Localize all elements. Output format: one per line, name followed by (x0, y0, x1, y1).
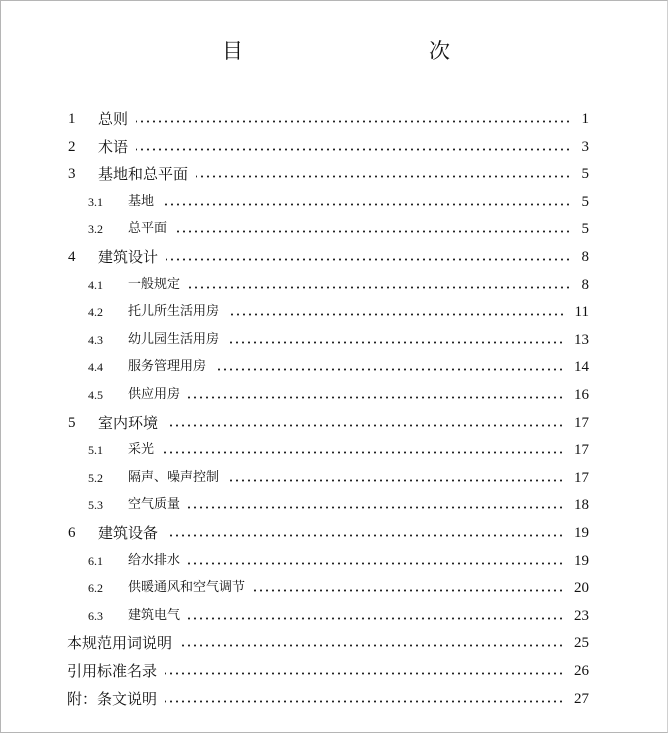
toc-entry-number: 2 (68, 138, 76, 155)
toc-entry-label: 隔声、噪声控制 (128, 469, 220, 485)
dot-leader (227, 313, 565, 316)
toc-entry-label: 一般规定 (128, 276, 181, 292)
toc-entry[interactable] (1, 189, 670, 215)
toc-entry-number: 4.4 (88, 360, 103, 375)
toc-entry-label: 给水排水 (128, 552, 181, 568)
toc-entry[interactable] (1, 465, 670, 491)
dot-leader (188, 396, 564, 399)
toc-entry[interactable] (1, 520, 670, 546)
dot-leader (136, 148, 571, 151)
toc-entry-page-number: 19 (574, 525, 589, 541)
toc-entry-label: 基地和总平面 (98, 165, 189, 184)
toc-entry-label: 幼儿园生活用房 (128, 331, 220, 347)
toc-entry[interactable] (1, 161, 670, 187)
toc-entry-page-number: 5 (581, 193, 589, 210)
dot-leader (162, 203, 571, 206)
toc-entry-number: 5.2 (88, 470, 103, 485)
dot-leader (165, 672, 564, 675)
toc-entry[interactable] (1, 603, 670, 629)
toc-entry-label: 服务管理用房 (128, 359, 207, 375)
page-title: 目 次 (222, 39, 498, 63)
toc-entry[interactable] (1, 327, 670, 353)
dot-leader (175, 230, 571, 233)
dot-leader (188, 286, 571, 289)
toc-entry-page-number: 16 (574, 387, 589, 403)
toc-entry-label: 本规范用词说明 (67, 634, 173, 653)
toc-entry-page-number: 8 (581, 249, 589, 265)
toc-entry-page-number: 17 (574, 442, 589, 459)
toc-entry[interactable] (1, 630, 670, 656)
toc-entry-page-number: 17 (574, 469, 589, 486)
toc-entry-label: 建筑设备 (98, 524, 159, 542)
dot-leader (180, 644, 564, 647)
toc-entry[interactable] (1, 437, 670, 463)
dot-leader (188, 506, 564, 509)
toc-entry-label: 附：条文说明 (67, 689, 158, 708)
toc-entry-label: 空气质量 (128, 497, 181, 513)
toc-entry-number: 1 (68, 111, 76, 127)
toc-entry-label: 室内环境 (98, 413, 159, 432)
toc-entry-number: 3.1 (88, 194, 103, 209)
toc-entry[interactable] (1, 575, 670, 601)
toc-entry-page-number: 25 (574, 635, 589, 652)
dot-leader (188, 562, 564, 565)
toc-entry-page-number: 19 (574, 552, 589, 569)
toc-entry[interactable] (1, 244, 670, 270)
toc-entry-number: 6 (68, 525, 76, 541)
dot-leader (196, 175, 571, 178)
toc-entry-page-number: 18 (574, 497, 589, 514)
toc-entry-number: 5 (68, 414, 76, 431)
dot-leader (214, 368, 564, 371)
toc-entry[interactable] (1, 106, 670, 132)
dot-leader (162, 451, 564, 454)
toc-entry-number: 4 (68, 249, 76, 265)
dot-leader (166, 258, 571, 261)
toc-entry-page-number: 11 (574, 304, 589, 321)
dot-leader (227, 479, 564, 482)
toc-entry-label: 采光 (128, 442, 155, 458)
toc-entry-page-number: 8 (581, 276, 589, 293)
toc-entry-page-number: 26 (574, 663, 589, 679)
toc-entry-number: 4.1 (88, 277, 103, 292)
toc-entry-label: 基地 (128, 193, 155, 209)
toc-entry-page-number: 23 (574, 607, 589, 624)
toc-entry-number: 5.3 (88, 498, 103, 513)
toc-entry[interactable] (1, 548, 670, 574)
toc-entry-label: 总则 (98, 110, 129, 128)
toc-entry-number: 3 (68, 166, 76, 183)
toc-entry[interactable] (1, 492, 670, 518)
toc-entry[interactable] (1, 354, 670, 380)
toc-entry-label: 供应用房 (128, 387, 181, 402)
toc-entry[interactable] (1, 216, 670, 242)
toc-entry-page-number: 5 (581, 221, 589, 238)
toc-entry-number: 6.1 (88, 553, 103, 568)
toc-entry-label: 托儿所生活用房 (128, 304, 220, 320)
dot-leader (188, 617, 564, 620)
toc-entry[interactable] (1, 272, 670, 298)
toc-entry-number: 5.1 (88, 443, 103, 458)
toc-entry-number: 4.2 (88, 305, 103, 320)
toc-entry-number: 6.2 (88, 581, 103, 596)
toc-entry-label: 引用标准名录 (67, 662, 158, 680)
toc-entry[interactable] (1, 658, 670, 684)
toc-entry-number: 3.2 (88, 222, 103, 237)
toc-entry-page-number: 5 (581, 166, 589, 183)
toc-entry[interactable] (1, 382, 670, 408)
toc-entry-page-number: 14 (574, 359, 589, 376)
toc-entry[interactable] (1, 410, 670, 436)
toc-entry[interactable] (1, 686, 670, 712)
dot-leader (253, 589, 564, 592)
toc-entry-page-number: 17 (574, 414, 589, 431)
toc-entry-label: 供暖通风和空气调节 (128, 580, 246, 596)
toc-entry-number: 4.3 (88, 332, 103, 347)
toc-entry[interactable] (1, 134, 670, 160)
toc-entry-page-number: 1 (581, 111, 589, 127)
toc-entry-page-number: 3 (581, 138, 589, 155)
toc-entry-label: 术语 (98, 137, 129, 156)
dot-leader (136, 120, 571, 123)
toc-entry-number: 6.3 (88, 608, 103, 623)
dot-leader (165, 700, 564, 703)
dot-leader (166, 424, 564, 427)
dot-leader (227, 341, 564, 344)
dot-leader (166, 534, 564, 537)
toc-entry-number: 4.5 (88, 388, 103, 402)
toc-entry-page-number: 27 (574, 690, 589, 707)
toc-entry-label: 建筑设计 (98, 248, 159, 266)
toc-entry[interactable] (1, 299, 670, 325)
toc-entry-page-number: 13 (574, 331, 589, 348)
toc-entry-page-number: 20 (574, 580, 589, 597)
toc-entry-label: 总平面 (128, 221, 168, 237)
toc-entry-label: 建筑电气 (128, 607, 181, 623)
